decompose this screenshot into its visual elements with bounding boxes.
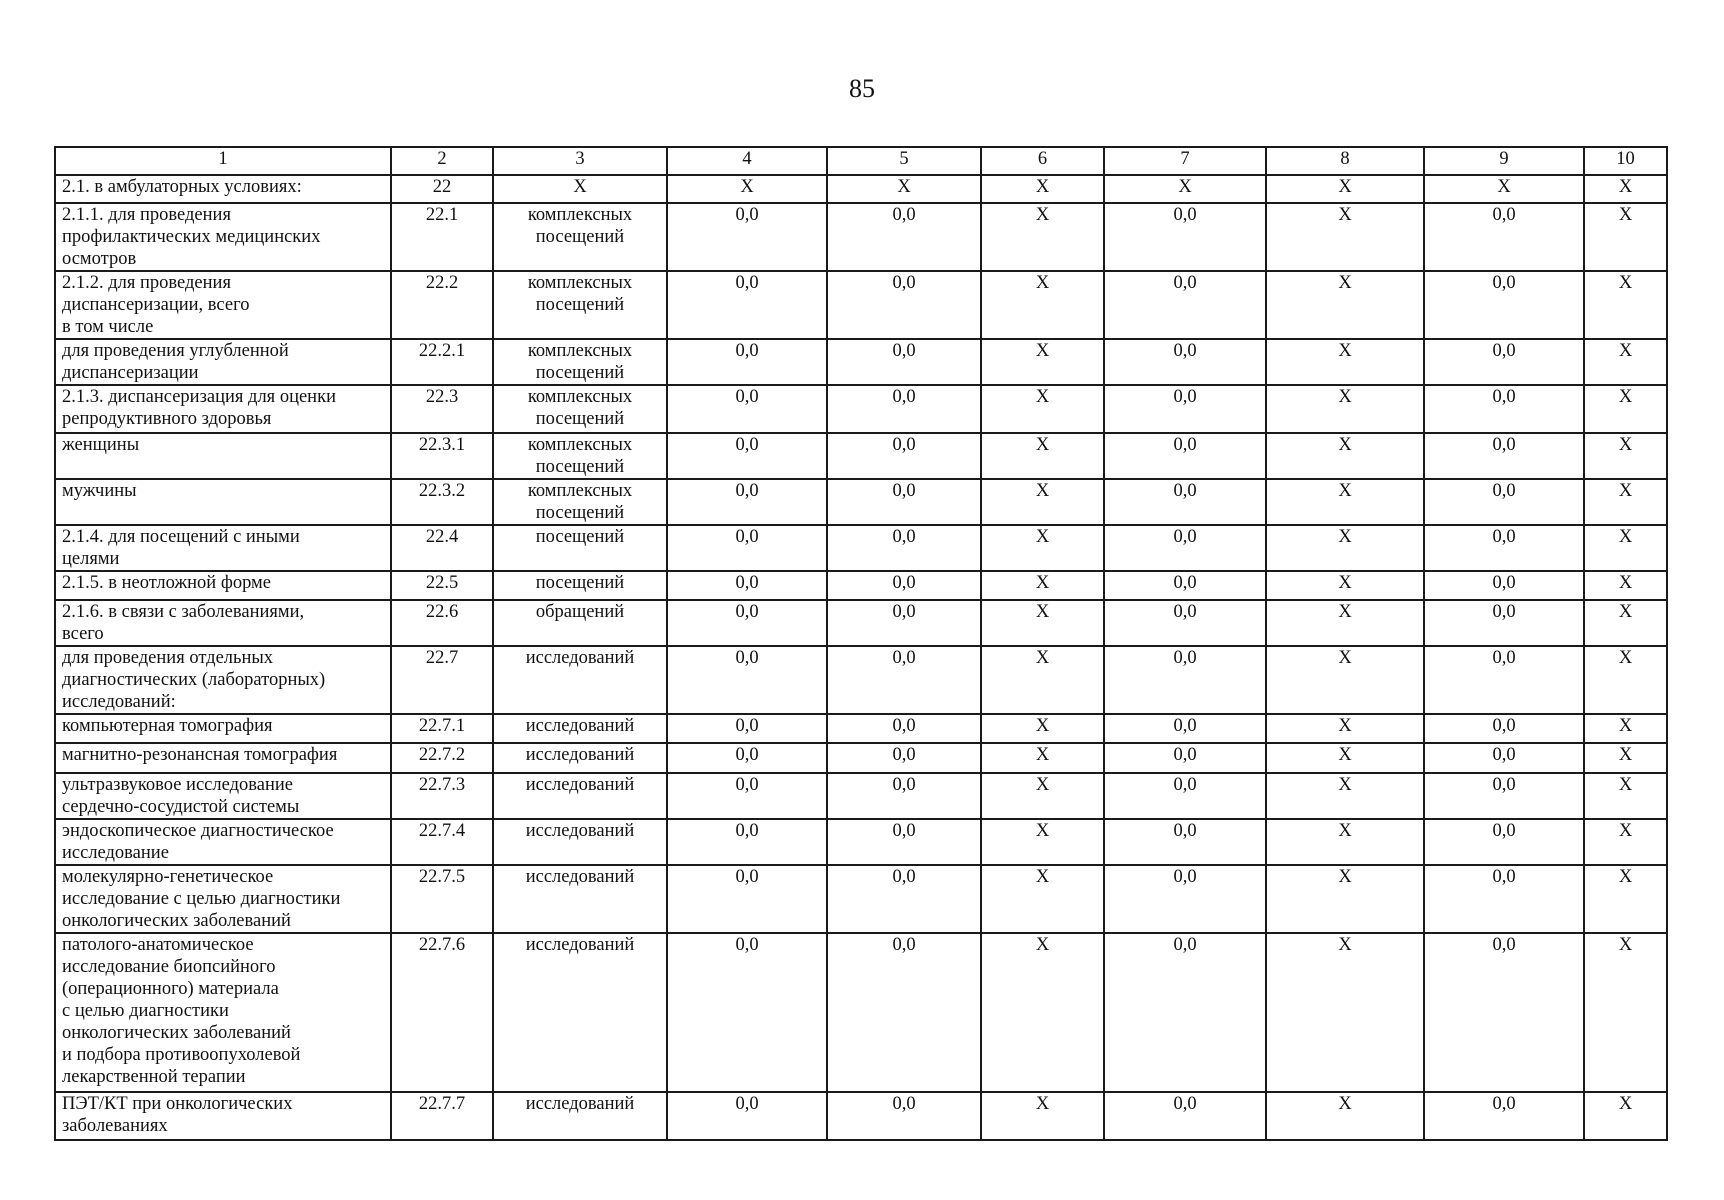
table-cell: X: [1584, 385, 1667, 433]
table-cell: 0,0: [667, 203, 827, 271]
table-cell: 0,0: [1104, 385, 1266, 433]
table-cell: 0,0: [1424, 773, 1584, 819]
table-cell: X: [981, 714, 1104, 743]
column-number-header: 4: [667, 147, 827, 175]
row-label-cell: мужчины: [55, 479, 391, 525]
table-cell: 0,0: [1104, 773, 1266, 819]
table-cell: 0,0: [1104, 743, 1266, 773]
table-cell: X: [1584, 339, 1667, 385]
table-cell: 0,0: [1104, 1092, 1266, 1140]
table-row: [55, 646, 1667, 714]
table-cell: 22.7.4: [391, 819, 493, 865]
table-cell: исследований: [493, 865, 667, 933]
table-cell: X: [1266, 714, 1424, 743]
column-number-header: 2: [391, 147, 493, 175]
table-cell: X: [1584, 203, 1667, 271]
row-label-cell: молекулярно-генетическое исследование с целью диагностики онкологических заболеваний: [55, 865, 391, 933]
column-number-header: 5: [827, 147, 981, 175]
table-cell: X: [1584, 933, 1667, 1092]
table-cell: X: [1266, 600, 1424, 646]
table-cell: обращений: [493, 600, 667, 646]
table-cell: 0,0: [667, 865, 827, 933]
table-cell: X: [981, 203, 1104, 271]
table-cell: X: [981, 743, 1104, 773]
table-cell: X: [1266, 819, 1424, 865]
table-cell: X: [1584, 773, 1667, 819]
table-cell: 0,0: [1104, 271, 1266, 339]
table-cell: 0,0: [1104, 433, 1266, 479]
table-cell: X: [1584, 1092, 1667, 1140]
row-label-cell: женщины: [55, 433, 391, 479]
table-cell: 22.7.1: [391, 714, 493, 743]
table-cell: X: [1266, 933, 1424, 1092]
table-row: [55, 773, 1667, 819]
table-cell: X: [981, 600, 1104, 646]
row-label-cell: 2.1. в амбулаторных условиях:: [55, 175, 391, 203]
table-cell: X: [981, 1092, 1104, 1140]
table-cell: X: [1584, 743, 1667, 773]
table-cell: 22.1: [391, 203, 493, 271]
row-label-cell: 2.1.6. в связи с заболеваниями, всего: [55, 600, 391, 646]
table-cell: исследований: [493, 819, 667, 865]
table-cell: посещений: [493, 571, 667, 600]
table-cell: исследований: [493, 773, 667, 819]
table-cell: комплексных посещений: [493, 203, 667, 271]
table-cell: X: [981, 479, 1104, 525]
row-label-cell: 2.1.1. для проведения профилактических медицинских осмотров: [55, 203, 391, 271]
table-cell: 0,0: [1424, 271, 1584, 339]
table-cell: 0,0: [827, 743, 981, 773]
table-cell: комплексных посещений: [493, 479, 667, 525]
table-cell: X: [827, 175, 981, 203]
table-cell: 22.7.7: [391, 1092, 493, 1140]
table-cell: 0,0: [667, 1092, 827, 1140]
table-cell: X: [981, 525, 1104, 571]
table-cell: комплексных посещений: [493, 339, 667, 385]
table-cell: X: [981, 339, 1104, 385]
row-label-cell: ПЭТ/КТ при онкологических заболеваниях: [55, 1092, 391, 1140]
table-cell: X: [1584, 525, 1667, 571]
table-cell: 0,0: [667, 773, 827, 819]
table-cell: 0,0: [827, 571, 981, 600]
table-cell: 0,0: [1424, 385, 1584, 433]
table-cell: 0,0: [827, 385, 981, 433]
row-label-cell: 2.1.4. для посещений с иными целями: [55, 525, 391, 571]
table-cell: исследований: [493, 714, 667, 743]
row-label-cell: 2.1.5. в неотложной форме: [55, 571, 391, 600]
table-cell: 0,0: [667, 271, 827, 339]
table-cell: X: [1266, 385, 1424, 433]
table-cell: посещений: [493, 525, 667, 571]
table-cell: 0,0: [827, 433, 981, 479]
table-cell: 0,0: [1424, 203, 1584, 271]
row-label-cell: 2.1.2. для проведения диспансеризации, всего в том числе: [55, 271, 391, 339]
table-cell: 0,0: [667, 714, 827, 743]
table-cell: 0,0: [827, 525, 981, 571]
table-cell: 22.3.1: [391, 433, 493, 479]
table-row: [55, 203, 1667, 271]
table-row: [55, 1092, 1667, 1140]
table-cell: 0,0: [1104, 339, 1266, 385]
table-cell: 0,0: [827, 1092, 981, 1140]
table-cell: X: [981, 773, 1104, 819]
table-cell: 0,0: [827, 773, 981, 819]
table-row: [55, 600, 1667, 646]
row-label-cell: для проведения отдельных диагностических (лабораторных) исследований:: [55, 646, 391, 714]
table-cell: 0,0: [827, 646, 981, 714]
table-cell: X: [1584, 571, 1667, 600]
table-cell: 0,0: [827, 714, 981, 743]
table-cell: исследований: [493, 933, 667, 1092]
table-cell: 0,0: [667, 600, 827, 646]
table-cell: X: [1584, 433, 1667, 479]
table-cell: 22.7: [391, 646, 493, 714]
table-cell: 0,0: [1424, 433, 1584, 479]
table-cell: 22.3.2: [391, 479, 493, 525]
table-cell: 0,0: [667, 385, 827, 433]
table-cell: X: [981, 865, 1104, 933]
table-row: [55, 271, 1667, 339]
table-cell: 0,0: [1424, 865, 1584, 933]
data-table: [54, 146, 1668, 1141]
table-cell: X: [1584, 646, 1667, 714]
table-cell: 22.4: [391, 525, 493, 571]
table-cell: X: [1266, 203, 1424, 271]
table-cell: 0,0: [1424, 339, 1584, 385]
table-row: [55, 571, 1667, 600]
table-cell: 0,0: [827, 271, 981, 339]
table-cell: 22.7.3: [391, 773, 493, 819]
table-cell: X: [1584, 271, 1667, 339]
table-row: [55, 525, 1667, 571]
table-cell: 0,0: [827, 339, 981, 385]
row-label-cell: ультразвуковое исследование сердечно-сосудистой системы: [55, 773, 391, 819]
table-cell: 0,0: [1424, 479, 1584, 525]
table-cell: 22.2: [391, 271, 493, 339]
table-cell: 22.7.6: [391, 933, 493, 1092]
table-cell: 0,0: [667, 933, 827, 1092]
column-number-header: 1: [55, 147, 391, 175]
table-cell: 0,0: [1424, 1092, 1584, 1140]
table-cell: 0,0: [1104, 819, 1266, 865]
table-row: [55, 339, 1667, 385]
table-cell: 0,0: [1104, 646, 1266, 714]
table-cell: X: [1584, 600, 1667, 646]
row-label-cell: компьютерная томография: [55, 714, 391, 743]
table-cell: X: [1584, 479, 1667, 525]
table-cell: 0,0: [1424, 600, 1584, 646]
table-cell: 0,0: [1104, 600, 1266, 646]
table-row: [55, 819, 1667, 865]
table-cell: X: [493, 175, 667, 203]
table-cell: X: [1584, 175, 1667, 203]
table-cell: 0,0: [1104, 525, 1266, 571]
table-cell: X: [1266, 865, 1424, 933]
table-cell: комплексных посещений: [493, 433, 667, 479]
table-cell: X: [1266, 571, 1424, 600]
table-cell: 0,0: [1104, 865, 1266, 933]
table-cell: 0,0: [1424, 571, 1584, 600]
table-cell: комплексных посещений: [493, 385, 667, 433]
table-cell: X: [1266, 479, 1424, 525]
table-cell: 0,0: [827, 203, 981, 271]
table-cell: X: [1584, 714, 1667, 743]
table-cell: X: [981, 933, 1104, 1092]
table-cell: 0,0: [827, 819, 981, 865]
column-number-header: 3: [493, 147, 667, 175]
row-label-cell: патолого-анатомическое исследование биопсийного (операционного) материала с целью диагностики онкологических заболеваний и подбора противоопухолевой лекарственной терапии: [55, 933, 391, 1092]
table-cell: 0,0: [1424, 646, 1584, 714]
table-cell: 0,0: [1104, 203, 1266, 271]
row-label-cell: эндоскопическое диагностическое исследование: [55, 819, 391, 865]
row-label-cell: для проведения углубленной диспансеризации: [55, 339, 391, 385]
table-cell: 0,0: [827, 479, 981, 525]
table-cell: 0,0: [667, 433, 827, 479]
table-row: [55, 933, 1667, 1092]
table-cell: X: [1266, 743, 1424, 773]
table-row: [55, 479, 1667, 525]
table-cell: 22: [391, 175, 493, 203]
row-label-cell: магнитно-резонансная томография: [55, 743, 391, 773]
table-cell: 0,0: [667, 819, 827, 865]
table-cell: 0,0: [1104, 479, 1266, 525]
table-cell: 0,0: [1104, 571, 1266, 600]
table-cell: X: [1266, 271, 1424, 339]
table-cell: X: [1266, 773, 1424, 819]
table-cell: X: [667, 175, 827, 203]
table-cell: X: [1424, 175, 1584, 203]
table-cell: 0,0: [827, 600, 981, 646]
page-number: 85: [849, 74, 875, 103]
table-cell: X: [981, 385, 1104, 433]
column-number-header: 6: [981, 147, 1104, 175]
table-row: [55, 433, 1667, 479]
table-cell: 22.5: [391, 571, 493, 600]
table-cell: 0,0: [1104, 933, 1266, 1092]
table-cell: 22.6: [391, 600, 493, 646]
column-number-header: 8: [1266, 147, 1424, 175]
table-cell: 0,0: [1424, 743, 1584, 773]
table-cell: X: [1266, 646, 1424, 714]
table-cell: X: [981, 646, 1104, 714]
table-cell: 0,0: [827, 865, 981, 933]
table-cell: 0,0: [1424, 933, 1584, 1092]
column-number-header: 10: [1584, 147, 1667, 175]
table-cell: 0,0: [1424, 525, 1584, 571]
table-cell: X: [1584, 819, 1667, 865]
table-cell: 0,0: [667, 743, 827, 773]
table-cell: 22.3: [391, 385, 493, 433]
table-cell: X: [1266, 339, 1424, 385]
table-cell: 0,0: [667, 479, 827, 525]
table-cell: X: [981, 271, 1104, 339]
table-cell: комплексных посещений: [493, 271, 667, 339]
table-row: [55, 743, 1667, 773]
row-label-cell: 2.1.3. диспансеризация для оценки репродуктивного здоровья: [55, 385, 391, 433]
table-cell: 0,0: [1424, 714, 1584, 743]
table-cell: исследований: [493, 1092, 667, 1140]
table-cell: X: [981, 819, 1104, 865]
table-row: [55, 175, 1667, 203]
table-cell: X: [981, 433, 1104, 479]
table-cell: 0,0: [1424, 819, 1584, 865]
table-cell: 22.2.1: [391, 339, 493, 385]
table-cell: 0,0: [667, 525, 827, 571]
table-cell: 0,0: [667, 339, 827, 385]
table-row: [55, 865, 1667, 933]
table-cell: X: [1584, 865, 1667, 933]
table-cell: X: [1266, 433, 1424, 479]
table-cell: 0,0: [827, 933, 981, 1092]
table-cell: 0,0: [1104, 714, 1266, 743]
table-cell: X: [981, 571, 1104, 600]
table-cell: исследований: [493, 743, 667, 773]
table-row: [55, 385, 1667, 433]
table-cell: 0,0: [667, 646, 827, 714]
table-row: [55, 714, 1667, 743]
table-cell: 0,0: [667, 571, 827, 600]
table-cell: X: [1266, 525, 1424, 571]
table-cell: 22.7.5: [391, 865, 493, 933]
table-cell: X: [1266, 175, 1424, 203]
column-number-header: 9: [1424, 147, 1584, 175]
table-header-row: [55, 147, 1667, 175]
column-number-header: 7: [1104, 147, 1266, 175]
table-cell: X: [1266, 1092, 1424, 1140]
table-cell: исследований: [493, 646, 667, 714]
table-cell: 22.7.2: [391, 743, 493, 773]
table-cell: X: [1104, 175, 1266, 203]
table-cell: X: [981, 175, 1104, 203]
